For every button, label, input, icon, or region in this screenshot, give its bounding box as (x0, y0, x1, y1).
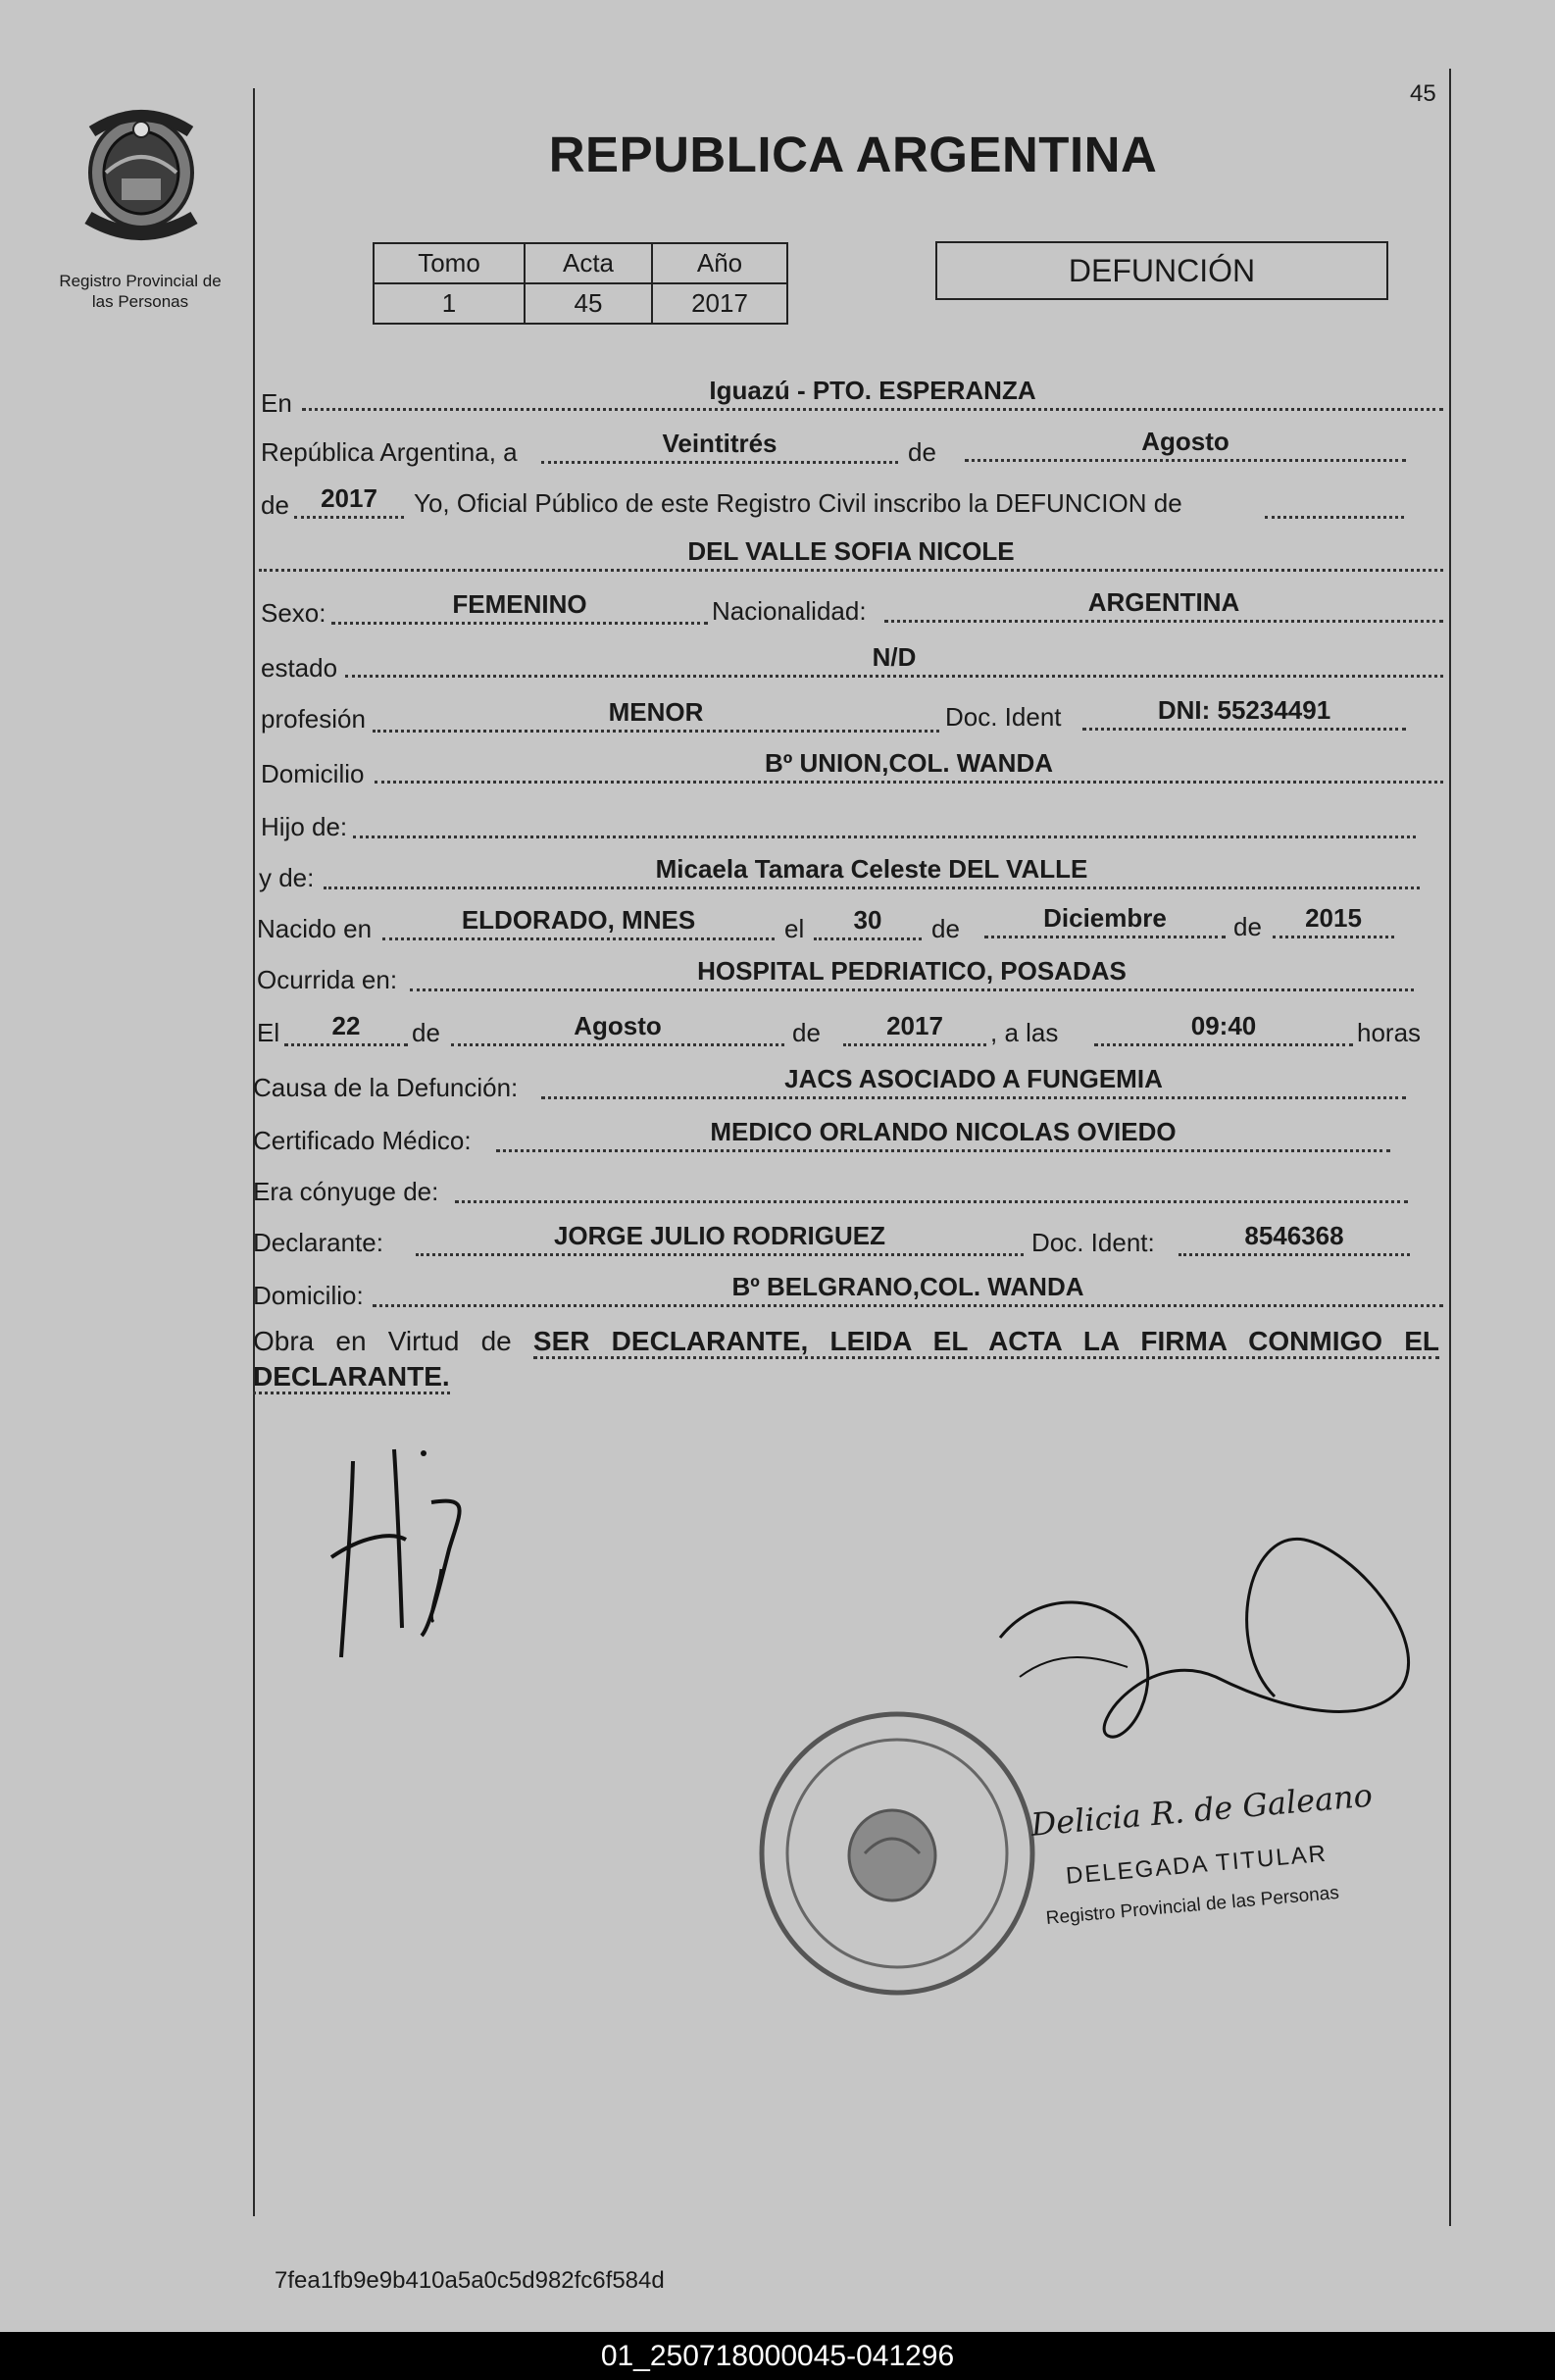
sexo-field (331, 588, 708, 625)
signer-role: DELEGADA TITULAR (1065, 1840, 1329, 1890)
reference-header-row (374, 243, 787, 283)
inscripcion-trailing-dots (1265, 482, 1404, 519)
nac-anio-field (1273, 902, 1394, 938)
certificado-label: Certificado Médico: (253, 1126, 472, 1155)
nac-anio-value: 2015 (1305, 903, 1362, 933)
def-anio-field (843, 1010, 986, 1046)
def-hora-value: 09:40 (1190, 1011, 1257, 1040)
doc-ident-field (1082, 694, 1406, 731)
domicilio-value: Bº UNION,COL. WANDA (764, 748, 1054, 778)
right-margin-line (1449, 69, 1451, 2226)
def-anio-value: 2017 (886, 1011, 943, 1040)
fecha-dia-label: República Argentina, a (261, 437, 518, 467)
def-mes-value: Agosto (574, 1011, 662, 1040)
estado-field (345, 641, 1443, 678)
fecha-anio-field (294, 482, 404, 519)
causa-value: JACS ASOCIADO A FUNGEMIA (784, 1064, 1163, 1093)
registry-line-2: las Personas (91, 292, 189, 311)
acta-header: Acta (525, 243, 652, 283)
obra-paragraph (253, 1324, 1439, 1394)
nacido-en-label: Nacido en (257, 914, 373, 943)
hijo-de-label: Hijo de: (261, 812, 348, 841)
tomo-header: Tomo (374, 243, 525, 283)
nacido-en-value: ELDORADO, MNES (461, 905, 696, 935)
causa-field (541, 1063, 1406, 1099)
profesion-label: profesión (261, 704, 366, 734)
profesion-value: MENOR (608, 697, 704, 727)
decl-domicilio-field (373, 1271, 1443, 1307)
nac-anio-label: de (1233, 912, 1262, 941)
nacionalidad-field (884, 586, 1443, 623)
sexo-value: FEMENINO (452, 589, 587, 619)
def-mes-field (451, 1010, 784, 1046)
conyuge-field (455, 1167, 1408, 1203)
nombre-field (259, 535, 1443, 572)
decl-doc-label: Doc. Ident: (1031, 1228, 1155, 1257)
en-field (302, 375, 1443, 411)
acta-value: 45 (525, 283, 652, 324)
fecha-mes-value: Agosto (1141, 427, 1229, 456)
signer-organization: Registro Provincial de las Personas (1045, 1882, 1340, 1929)
def-anio-label: de (792, 1018, 821, 1047)
decl-doc-field (1179, 1220, 1410, 1256)
sexo-label: Sexo: (261, 598, 326, 628)
nac-dia-label: el (784, 914, 805, 943)
def-hora-label: , a las (990, 1018, 1059, 1047)
estado-label: estado (261, 653, 338, 683)
nac-mes-value: Diciembre (1043, 903, 1167, 933)
nombre-value: DEL VALLE SOFIA NICOLE (687, 536, 1015, 566)
certificado-field (496, 1116, 1390, 1152)
fecha-mes-label: de (908, 437, 936, 467)
fecha-mes-field (965, 426, 1406, 462)
en-label: En (261, 388, 292, 418)
doc-ident-label: Doc. Ident (945, 702, 1062, 732)
nac-dia-value: 30 (853, 905, 882, 935)
nac-mes-label: de (931, 914, 960, 943)
obra-label: Obra en Virtud de (253, 1326, 512, 1356)
causa-label: Causa de la Defunción: (253, 1073, 519, 1102)
y-de-value: Micaela Tamara Celeste DEL VALLE (655, 854, 1088, 884)
def-dia-field (284, 1010, 408, 1046)
nac-mes-field (984, 902, 1226, 938)
nacido-en-field (382, 904, 775, 940)
document-hash: 7fea1fb9e9b410a5a0c5d982fc6f584d (275, 2267, 665, 2294)
en-value: Iguazú - PTO. ESPERANZA (709, 376, 1036, 405)
def-mes-label: de (412, 1018, 440, 1047)
decl-domicilio-label: Domicilio: (253, 1281, 364, 1310)
def-dia-value: 22 (331, 1011, 361, 1040)
record-type-box: DEFUNCIÓN (935, 241, 1388, 300)
reference-value-row (374, 283, 787, 324)
anio-header: Año (652, 243, 787, 283)
registry-name (29, 271, 251, 312)
page-number: 45 (1410, 80, 1436, 107)
decl-doc-value: 8546368 (1244, 1221, 1344, 1250)
declarante-value: JORGE JULIO RODRIGUEZ (553, 1221, 886, 1250)
profesion-field (373, 696, 939, 733)
fecha-dia-field (541, 428, 898, 464)
estado-value: N/D (872, 642, 917, 672)
conyuge-label: Era cónyuge de: (253, 1177, 439, 1206)
fecha-anio-value: 2017 (321, 483, 377, 513)
nac-dia-field (814, 904, 922, 940)
declarante-field (416, 1220, 1024, 1256)
nacionalidad-label: Nacionalidad: (712, 596, 867, 626)
nacionalidad-value: ARGENTINA (1087, 587, 1240, 617)
provincial-coat-of-arms-icon (73, 102, 210, 249)
certificado-value: MEDICO ORLANDO NICOLAS OVIEDO (710, 1117, 1177, 1146)
domicilio-label: Domicilio (261, 759, 365, 788)
def-dia-label: El (257, 1018, 280, 1047)
tomo-value: 1 (374, 283, 525, 324)
declarante-label: Declarante: (253, 1228, 383, 1257)
fecha-anio-label: de (261, 490, 289, 520)
def-hora-field (1094, 1010, 1353, 1046)
domicilio-field (375, 747, 1443, 784)
y-de-label: y de: (259, 863, 315, 892)
footer-id-bar: 01_250718000045-041296 (0, 2332, 1555, 2380)
decl-domicilio-value: Bº BELGRANO,COL. WANDA (731, 1272, 1084, 1301)
y-de-field (324, 853, 1420, 889)
registry-line-1: Registro Provincial de (59, 272, 222, 290)
anio-value: 2017 (652, 283, 787, 324)
hijo-de-field (353, 802, 1416, 838)
document-title: REPUBLICA ARGENTINA (548, 127, 1158, 182)
doc-ident-value: DNI: 55234491 (1157, 695, 1331, 725)
ocurrida-en-label: Ocurrida en: (257, 965, 398, 994)
ocurrida-en-value: HOSPITAL PEDRIATICO, POSADAS (697, 956, 1127, 986)
horas-suffix: horas (1357, 1018, 1422, 1047)
inscripcion-text: Yo, Oficial Público de este Registro Civil inscribo la DEFUNCION de (414, 488, 1182, 518)
signer-name: Delicia R. de Galeano (1029, 1776, 1375, 1844)
obra-value: SER DECLARANTE, LEIDA EL ACTA LA FIRMA CONMIGO EL DECLARANTE. (253, 1326, 1439, 1394)
tomo-acta-anio-table (373, 242, 788, 325)
fecha-dia-value: Veintitrés (662, 429, 778, 458)
ocurrida-en-field (410, 955, 1414, 991)
handwritten-signature-icon (324, 1442, 490, 1667)
